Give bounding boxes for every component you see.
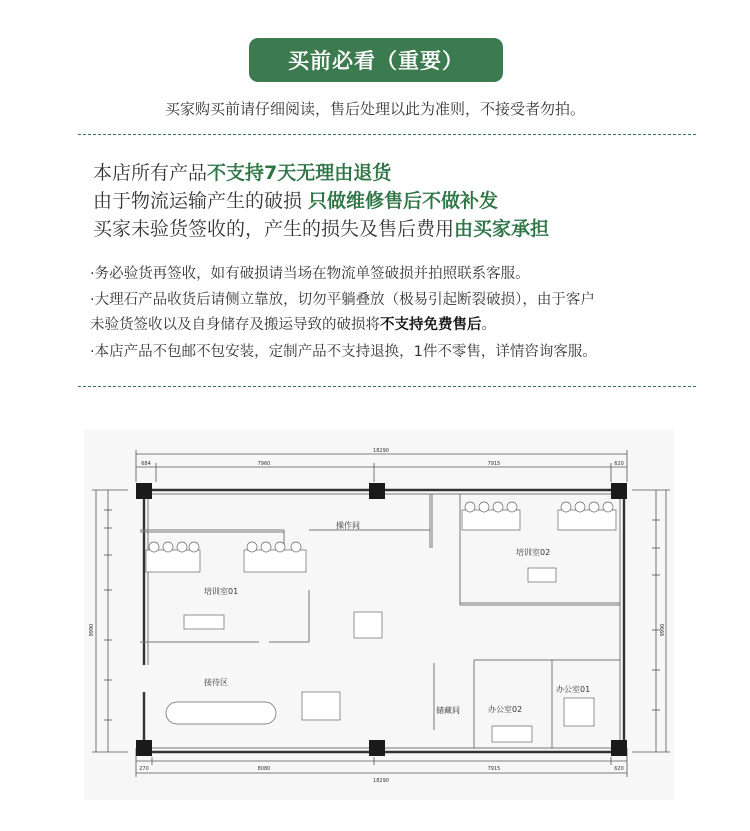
room-label-7: 办公室01 (556, 685, 591, 694)
policy-line-1: 本店所有产品不支持7天无理由退货 (93, 162, 392, 184)
dim-bot-1: 270 (139, 766, 149, 772)
bullet-3: ·本店产品不包邮不包安装，定制产品不支持退换，1件不零售，详情咨询客服。 (90, 344, 597, 360)
floor-plan-drawing (84, 430, 674, 800)
dim-top-3: 7915 (487, 461, 501, 467)
policy-line-3: 买家未验货签收的，产生的损失及售后费用由买家承担 (93, 218, 550, 240)
room-label-6: 办公室02 (488, 705, 523, 714)
room-label-3: 培训室01 (204, 587, 239, 596)
policy-line-2: 由于物流运输产生的破损 只做维修售后不做补发 (93, 190, 499, 212)
room-label-1: 操作间 (336, 521, 360, 530)
dim-total-top: 18290 (373, 448, 389, 454)
dim-bot-3: 7915 (487, 766, 501, 772)
page-title: 买前必看（重要） (249, 38, 503, 82)
notice-text: 买家购买前请仔细阅读，售后处理以此为准则，不接受者勿拍。 (164, 100, 585, 118)
dim-right: 9990 (660, 623, 666, 637)
dim-left: 9990 (89, 623, 95, 637)
divider-top (78, 134, 696, 135)
dim-top-1: 684 (141, 461, 151, 467)
room-label-2: 培训室02 (516, 548, 551, 557)
dim-top-2: 7960 (257, 461, 271, 467)
dim-bot-4: 620 (614, 766, 624, 772)
dim-total-bottom: 18290 (373, 778, 389, 784)
room-label-5: 储藏间 (436, 706, 460, 715)
room-label-4: 接待区 (204, 678, 228, 687)
bullet-1: ·务必验货再签收，如有破损请当场在物流单签破损并拍照联系客服。 (90, 266, 530, 282)
bullet-2-line-2: 未验货签收以及自身储存及搬运导致的破损将不支持免费售后。 (90, 317, 496, 333)
dim-top-4: 620 (614, 461, 624, 467)
divider-bottom (78, 386, 696, 387)
floor-plan (84, 430, 674, 800)
bullet-2-line-1: ·大理石产品收货后请侧立靠放，切勿平躺叠放（极易引起断裂破损），由于客户 (90, 292, 595, 308)
dim-bot-2: 8080 (257, 766, 271, 772)
